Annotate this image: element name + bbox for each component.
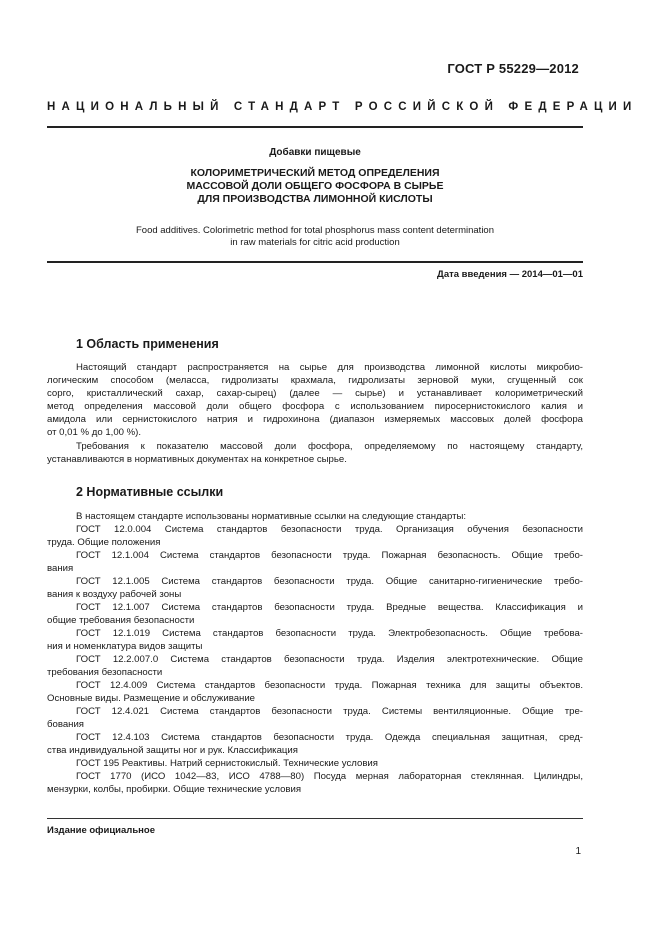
reference-line: ГОСТ 12.4.009 Система стандартов безопасности труда. Пожарная техника для защиты объектов. — [76, 680, 583, 691]
normative-references-list — [47, 510, 583, 796]
reference-line: труда. Общие положения — [47, 537, 161, 548]
text-line: Настоящий стандарт распространяется на сырье для производства лимонной кислоты микробио- — [76, 362, 583, 373]
footer-divider — [47, 818, 583, 819]
text-line: сорго, кристаллический сахар, сахар-сырец) (далее — сырье) и устанавливает колориметрический — [47, 388, 583, 399]
text-line: устанавливаются в нормативных документах на конкретное сырье. — [47, 454, 347, 465]
section-1-heading: 1 Область применения — [76, 337, 219, 351]
reference-line: ГОСТ 195 Реактивы. Натрий сернистокислый. Технические условия — [76, 758, 378, 769]
document-title-ru — [47, 167, 583, 206]
text-line: метод определения массовой доли общего фосфора с использованием пиросернистокислого калия и — [47, 401, 583, 412]
reference-line: ГОСТ 12.1.005 Система стандартов безопасности труда. Общие санитарно-гигиенические требо- — [76, 576, 583, 587]
section-1-paragraph-1 — [47, 361, 583, 439]
reference-line: вания к воздуху рабочей зоны — [47, 589, 182, 600]
text-line: В настоящем стандарте использованы нормативные ссылки на следующие стандарты: — [76, 511, 467, 522]
title-ru-line: КОЛОРИМЕТРИЧЕСКИЙ МЕТОД ОПРЕДЕЛЕНИЯ — [190, 167, 440, 179]
text-line: от 0,01 % до 1,00 %). — [47, 427, 142, 438]
reference-line: ГОСТ 12.1.019 Система стандартов безопасности труда. Электробезопасность. Общие требова- — [76, 628, 583, 639]
title-ru-line: ДЛЯ ПРОИЗВОДСТВА ЛИМОННОЙ КИСЛОТЫ — [197, 193, 433, 205]
title-en-line: in raw materials for citric acid production — [230, 237, 400, 248]
reference-line: общие требования безопасности — [47, 615, 195, 626]
text-line: логическим способом (меласса, гидролизаты крахмала, гидролизаты зерновой муки, сгущенный сок — [47, 375, 583, 386]
title-ru-line: МАССОВОЙ ДОЛИ ОБЩЕГО ФОСФОРА В СЫРЬЕ — [186, 180, 444, 192]
reference-line: ГОСТ 12.2.007.0 Система стандартов безопасности труда. Изделия электротехнические. Общие — [76, 654, 583, 665]
reference-line: Основные виды. Размещение и обслуживание — [47, 693, 256, 704]
text-line: Требования к показателю массовой доли фосфора, определяемому по настоящему стандарту, — [76, 441, 583, 452]
reference-line: ГОСТ 12.4.021 Система стандартов безопасности труда. Системы вентиляционные. Общие тре- — [76, 706, 583, 717]
reference-line: требования безопасности — [47, 667, 163, 678]
reference-line: ГОСТ 12.0.004 Система стандартов безопасности труда. Организация обучения безопасности — [76, 524, 583, 535]
document-kind: Добавки пищевые — [269, 147, 361, 158]
document-title-en — [47, 225, 583, 249]
reference-line: вания — [47, 563, 74, 574]
section-1-paragraph-2 — [47, 440, 583, 466]
reference-line: ГОСТ 12.1.007 Система стандартов безопасности труда. Вредные вещества. Классификация и — [76, 602, 583, 613]
reference-line: мензурки, колбы, пробирки. Общие технические условия — [47, 784, 302, 795]
title-divider — [47, 261, 583, 263]
text-line: амидола или сернистокислого натрия и гидрохинона (диапазон измеряемых массовых долей фосфора — [47, 414, 583, 425]
page-number: 1 — [575, 846, 581, 857]
header-divider — [47, 126, 583, 128]
gost-code: ГОСТ Р 55229—2012 — [447, 61, 579, 76]
introduction-date: Дата введения — 2014—01—01 — [437, 269, 583, 280]
reference-line: ства индивидуальной защиты ног и рук. Классификация — [47, 745, 298, 756]
title-en-line: Food additives. Colorimetric method for total phosphorus mass content determination — [135, 225, 494, 236]
reference-line: ния и номенклатура видов защиты — [47, 641, 203, 652]
reference-line: ГОСТ 12.1.004 Система стандартов безопасности труда. Пожарная безопасность. Общие требо- — [76, 550, 583, 561]
section-2-heading: 2 Нормативные ссылки — [76, 485, 224, 499]
national-standard-banner: НАЦИОНАЛЬНЫЙ СТАНДАРТ РОССИЙСКОЙ ФЕДЕРАЦИИ — [47, 101, 638, 113]
official-edition-label: Издание официальное — [47, 825, 155, 836]
reference-line: ГОСТ 12.4.103 Система стандартов безопасности труда. Одежда специальная защитная, сред- — [76, 732, 583, 743]
reference-line: бования — [47, 719, 85, 730]
reference-line: ГОСТ 1770 (ИСО 1042—83, ИСО 4788—80) Посуда мерная лабораторная стеклянная. Цилиндры, — [76, 771, 583, 782]
